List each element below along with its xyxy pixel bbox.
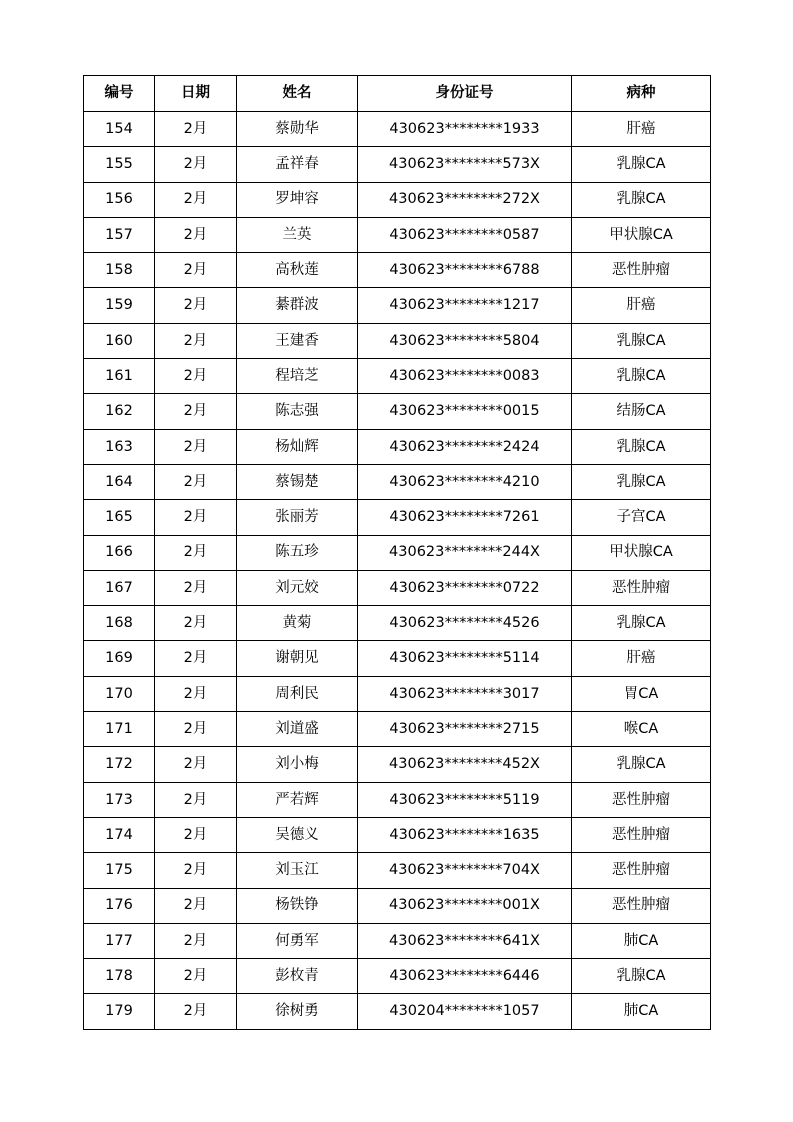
cell-disease: 肝癌 [572, 112, 711, 147]
cell-number: 172 [84, 747, 155, 782]
cell-number: 178 [84, 959, 155, 994]
cell-name: 刘元姣 [237, 570, 358, 605]
cell-id-number: 430623********0722 [358, 570, 572, 605]
cell-name: 吴德义 [237, 817, 358, 852]
cell-date: 2月 [155, 288, 237, 323]
cell-date: 2月 [155, 570, 237, 605]
cell-id-number: 430623********5804 [358, 323, 572, 358]
cell-date: 2月 [155, 817, 237, 852]
cell-id-number: 430623********452X [358, 747, 572, 782]
cell-id-number: 430623********3017 [358, 676, 572, 711]
cell-name: 王建香 [237, 323, 358, 358]
table-row [84, 959, 711, 994]
cell-disease: 肝癌 [572, 288, 711, 323]
cell-id-number: 430623********2715 [358, 712, 572, 747]
cell-date: 2月 [155, 676, 237, 711]
header-disease: 病种 [572, 76, 711, 112]
cell-date: 2月 [155, 712, 237, 747]
cell-name: 高秋莲 [237, 253, 358, 288]
cell-date: 2月 [155, 500, 237, 535]
header-date: 日期 [155, 76, 237, 112]
cell-number: 168 [84, 606, 155, 641]
cell-number: 179 [84, 994, 155, 1029]
cell-date: 2月 [155, 747, 237, 782]
cell-name: 蔡勋华 [237, 112, 358, 147]
table-row [84, 323, 711, 358]
cell-id-number: 430623********1635 [358, 817, 572, 852]
cell-name: 黄菊 [237, 606, 358, 641]
cell-id-number: 430623********1217 [358, 288, 572, 323]
cell-disease: 肺CA [572, 994, 711, 1029]
table-row [84, 570, 711, 605]
cell-disease: 乳腺CA [572, 606, 711, 641]
cell-name: 杨灿辉 [237, 429, 358, 464]
table-row [84, 112, 711, 147]
cell-number: 170 [84, 676, 155, 711]
cell-name: 罗坤容 [237, 182, 358, 217]
cell-date: 2月 [155, 429, 237, 464]
table-row [84, 253, 711, 288]
cell-number: 158 [84, 253, 155, 288]
cell-date: 2月 [155, 959, 237, 994]
cell-disease: 甲状腺CA [572, 535, 711, 570]
cell-id-number: 430204********1057 [358, 994, 572, 1029]
table-row [84, 747, 711, 782]
cell-number: 177 [84, 923, 155, 958]
table-row [84, 147, 711, 182]
cell-id-number: 430623********0015 [358, 394, 572, 429]
cell-date: 2月 [155, 323, 237, 358]
table-row [84, 464, 711, 499]
cell-disease: 肝癌 [572, 641, 711, 676]
cell-disease: 恶性肿瘤 [572, 888, 711, 923]
cell-disease: 乳腺CA [572, 323, 711, 358]
cell-date: 2月 [155, 606, 237, 641]
cell-date: 2月 [155, 253, 237, 288]
header-id-number: 身份证号 [358, 76, 572, 112]
cell-disease: 恶性肿瘤 [572, 570, 711, 605]
cell-disease: 结肠CA [572, 394, 711, 429]
cell-date: 2月 [155, 359, 237, 394]
table-row [84, 994, 711, 1029]
cell-number: 161 [84, 359, 155, 394]
table-body [84, 112, 711, 1030]
cell-disease: 乳腺CA [572, 429, 711, 464]
cell-date: 2月 [155, 394, 237, 429]
cell-number: 156 [84, 182, 155, 217]
table-header-row [84, 76, 711, 112]
cell-disease: 乳腺CA [572, 147, 711, 182]
cell-date: 2月 [155, 217, 237, 252]
cell-date: 2月 [155, 147, 237, 182]
cell-number: 155 [84, 147, 155, 182]
cell-id-number: 430623********0587 [358, 217, 572, 252]
cell-number: 173 [84, 782, 155, 817]
cell-name: 周利民 [237, 676, 358, 711]
cell-name: 兰英 [237, 217, 358, 252]
cell-id-number: 430623********5114 [358, 641, 572, 676]
cell-disease: 喉CA [572, 712, 711, 747]
cell-date: 2月 [155, 888, 237, 923]
cell-name: 张丽芳 [237, 500, 358, 535]
table-row [84, 888, 711, 923]
cell-disease: 乳腺CA [572, 182, 711, 217]
cell-number: 169 [84, 641, 155, 676]
cell-id-number: 430623********704X [358, 853, 572, 888]
cell-name: 刘小梅 [237, 747, 358, 782]
cell-disease: 乳腺CA [572, 464, 711, 499]
table-row [84, 676, 711, 711]
cell-disease: 乳腺CA [572, 747, 711, 782]
cell-name: 刘道盛 [237, 712, 358, 747]
table-row [84, 782, 711, 817]
cell-date: 2月 [155, 923, 237, 958]
cell-number: 174 [84, 817, 155, 852]
cell-number: 175 [84, 853, 155, 888]
cell-id-number: 430623********1933 [358, 112, 572, 147]
header-number: 编号 [84, 76, 155, 112]
cell-date: 2月 [155, 112, 237, 147]
cell-date: 2月 [155, 464, 237, 499]
cell-name: 孟祥春 [237, 147, 358, 182]
table-row [84, 535, 711, 570]
table-row [84, 429, 711, 464]
cell-id-number: 430623********001X [358, 888, 572, 923]
cell-disease: 乳腺CA [572, 359, 711, 394]
header-name: 姓名 [237, 76, 358, 112]
cell-name: 徐树勇 [237, 994, 358, 1029]
cell-id-number: 430623********272X [358, 182, 572, 217]
table-row [84, 817, 711, 852]
cell-id-number: 430623********244X [358, 535, 572, 570]
cell-date: 2月 [155, 535, 237, 570]
table-row [84, 853, 711, 888]
cell-disease: 甲状腺CA [572, 217, 711, 252]
table-row [84, 712, 711, 747]
cell-number: 154 [84, 112, 155, 147]
cell-name: 刘玉江 [237, 853, 358, 888]
cell-number: 162 [84, 394, 155, 429]
cell-name: 陈志强 [237, 394, 358, 429]
table-row [84, 359, 711, 394]
cell-name: 严若辉 [237, 782, 358, 817]
patient-table [83, 75, 711, 1030]
cell-number: 166 [84, 535, 155, 570]
cell-number: 159 [84, 288, 155, 323]
cell-date: 2月 [155, 182, 237, 217]
cell-number: 167 [84, 570, 155, 605]
cell-name: 谢朝见 [237, 641, 358, 676]
cell-disease: 肺CA [572, 923, 711, 958]
cell-id-number: 430623********0083 [358, 359, 572, 394]
cell-id-number: 430623********641X [358, 923, 572, 958]
cell-disease: 乳腺CA [572, 959, 711, 994]
cell-name: 程培芝 [237, 359, 358, 394]
cell-number: 157 [84, 217, 155, 252]
cell-disease: 恶性肿瘤 [572, 853, 711, 888]
cell-id-number: 430623********4526 [358, 606, 572, 641]
cell-disease: 恶性肿瘤 [572, 782, 711, 817]
cell-number: 171 [84, 712, 155, 747]
cell-name: 綦群波 [237, 288, 358, 323]
cell-name: 彭枚青 [237, 959, 358, 994]
table-row [84, 641, 711, 676]
cell-id-number: 430623********2424 [358, 429, 572, 464]
table-row [84, 394, 711, 429]
cell-id-number: 430623********6446 [358, 959, 572, 994]
cell-name: 杨铁铮 [237, 888, 358, 923]
cell-number: 164 [84, 464, 155, 499]
cell-date: 2月 [155, 641, 237, 676]
cell-id-number: 430623********4210 [358, 464, 572, 499]
cell-number: 165 [84, 500, 155, 535]
table-row [84, 500, 711, 535]
cell-number: 163 [84, 429, 155, 464]
table-row [84, 923, 711, 958]
cell-name: 何勇军 [237, 923, 358, 958]
cell-name: 蔡锡楚 [237, 464, 358, 499]
table-row [84, 217, 711, 252]
table-row [84, 182, 711, 217]
cell-disease: 胃CA [572, 676, 711, 711]
cell-disease: 恶性肿瘤 [572, 253, 711, 288]
cell-disease: 子宫CA [572, 500, 711, 535]
cell-id-number: 430623********573X [358, 147, 572, 182]
cell-date: 2月 [155, 994, 237, 1029]
cell-id-number: 430623********5119 [358, 782, 572, 817]
table-row [84, 288, 711, 323]
cell-id-number: 430623********6788 [358, 253, 572, 288]
cell-name: 陈五珍 [237, 535, 358, 570]
cell-number: 176 [84, 888, 155, 923]
cell-id-number: 430623********7261 [358, 500, 572, 535]
table-row [84, 606, 711, 641]
cell-date: 2月 [155, 853, 237, 888]
cell-disease: 恶性肿瘤 [572, 817, 711, 852]
cell-number: 160 [84, 323, 155, 358]
cell-date: 2月 [155, 782, 237, 817]
